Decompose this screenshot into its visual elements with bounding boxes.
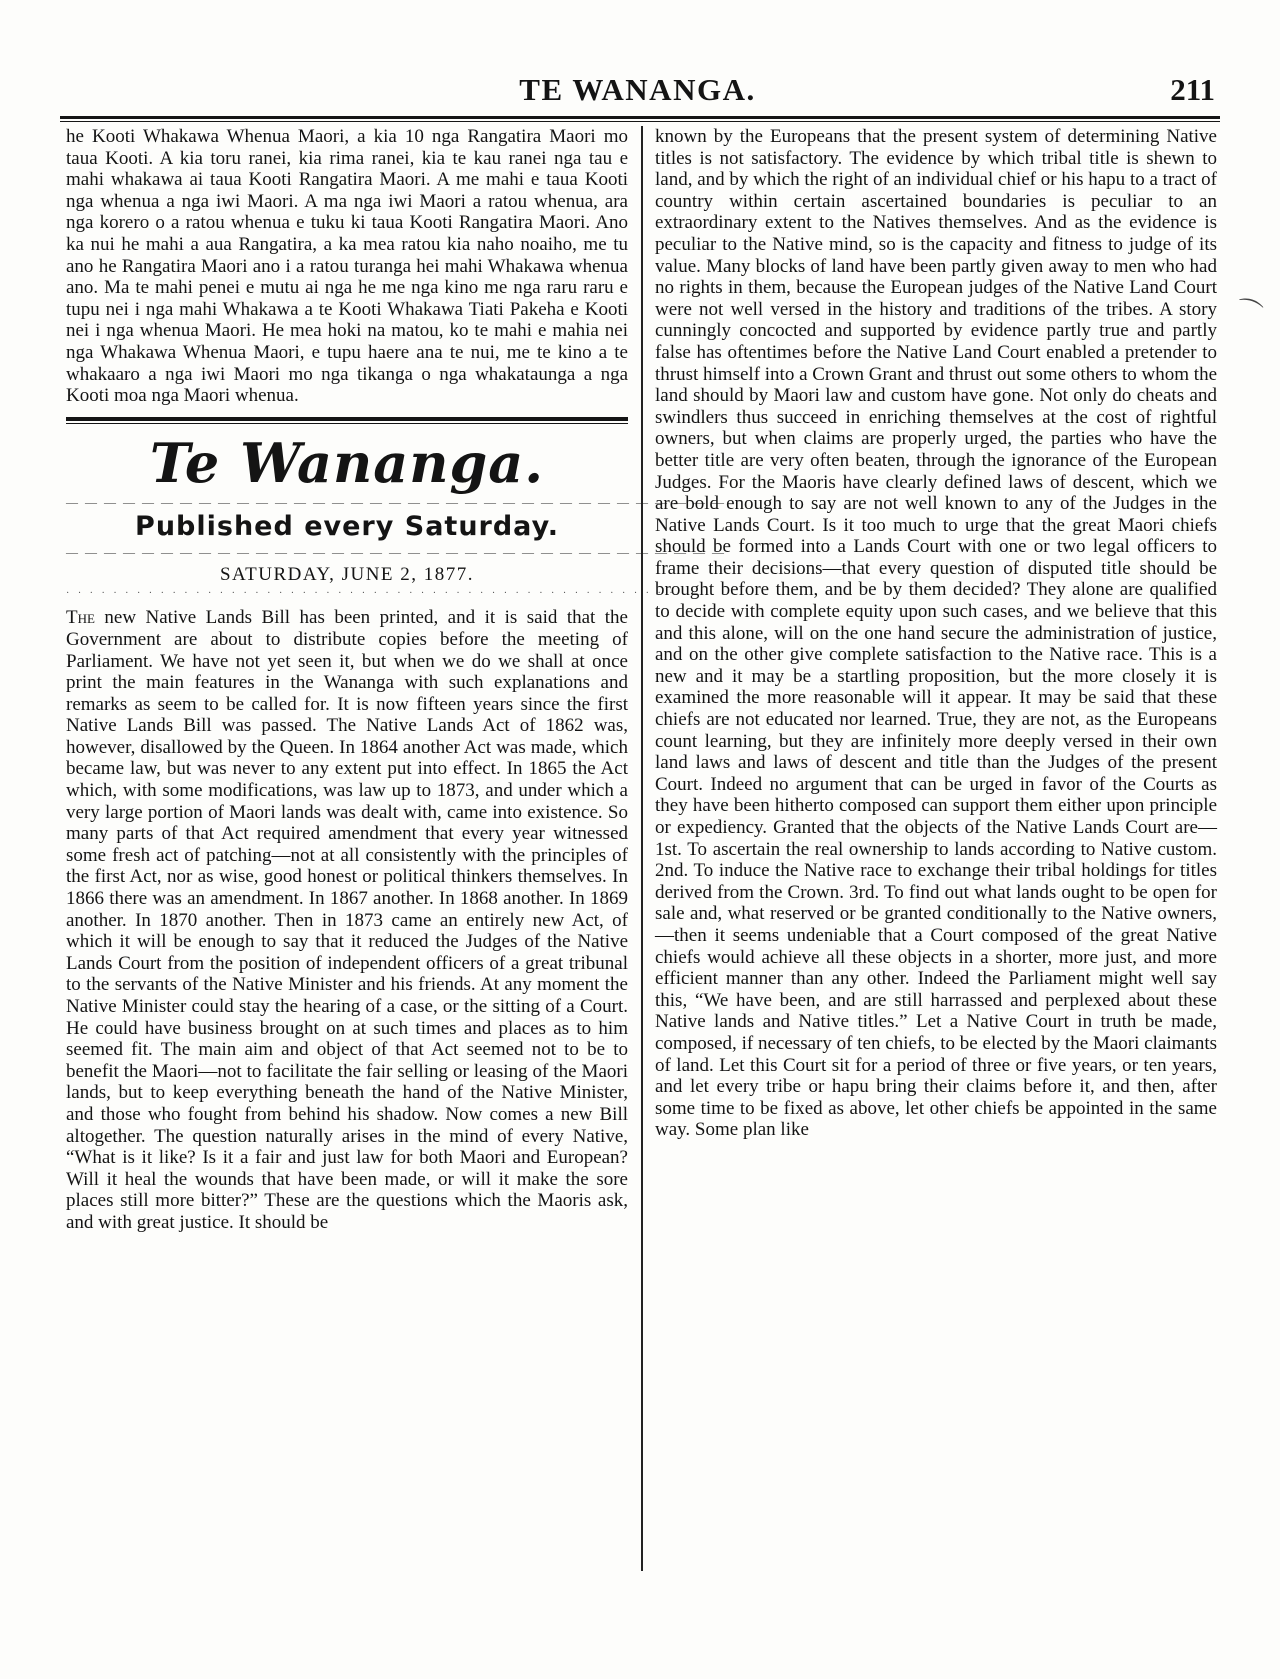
masthead: Te Wananga.	[149, 430, 545, 495]
maori-text: he Kooti Whakawa Whenua Maori, a kia 10 nga Rangatira Maori mo taua Kooti. A kia toru ranei, kia rima ranei, kia te kau ranei nga tau e mahi whakawa ai taua Kooti Rangatira Maori. A me mahi e taua Kooti nga whenua a nga iwi Maori. A ma nga iwi Maori a ratou whenua, ara nga korero o a ratou whenua e tuku ki taua Kooti Rangatira Maori. Ano ka nui he mahi a aua Rangatira, a ka mea ratou kia naho noaiho, me tu ano he Rangatira Maori ano i a ratou turanga hei mahi Whakawa whenua ano. Ma te mahi penei e mutu ai nga he me nga kino me nga raru raru e tupu nei i nga mahi Whakawa a te Kooti Whakawa Tiati Pakeha e Kooti nei i nga whenua Maori. He mea hoki na matou, ko te mahi e mahia nei nga Whakawa Whenua Maori, e tupu haere ana te nui, me te kino a te whakaaro a nga iwi Maori mo nga tikanga o nga whakataunga a nga Kooti moa nga Maori whenua.	[66, 126, 628, 407]
ornament-rule: — — — — — — — — — — — — — — — — — — — — — — — — — — — — — — — — — — —	[66, 494, 726, 509]
dateline: SATURDAY, JUNE 2, 1877.	[219, 563, 475, 585]
editorial-continued: known by the Europeans that the present system of determining Native titles is not satisfactory. The evidence by which tribal title is shewn to land, and by which the right of an individual chief or his hapu to a tract of country within certain ascertained boundaries is peculiar to an extraordinary extent to the Natives themselves. And as the evidence is peculiar to the Native mind, so is the capacity and fitness to judge of its value. Many blocks of land have been partly given away to men who had no rights in them, because the European judges of the Native Land Court were not well versed in the history and traditions of the tribes. A story cunningly concocted and supported by evidence partly true and partly false has oftentimes before the Native Land Court enabled a pretender to thrust himself into a Crown Grant and thrust out some others to whom the land should by Maori law and custom have gone. Not only do cheats and swindlers thus succeed in enriching themselves at the cost of rightful owners, but when claims are properly urged, the parties who have the better title are very often beaten, through the ignorance of the European Judges. For the Maoris have clearly defined laws of descent, which we are bold enough to say are not well known to any of the Judges in the Native Lands Court. Is it too much to urge that the great Maori chiefs should be formed into a Lands Court with one or two legal officers to frame their decisions—that every question of disputed title should be brought before them, and be by them decided? They alone are qualified to decide with complete equity upon such cases, and we believe that this and this alone, will on the one hand secure the administration of justice, and on the other give complete satisfaction to the Native race. This is a new and it may be a startling proposition, but the more closely it is examined the more reasonable will it appear. It may be said that these chiefs are not educated nor learned. True, they are not, as the Europeans count learning, but they are infinitely more deeply versed in their own land laws and laws of descent and title than the Judges of the present Court. Indeed no argument that can be urged in favor of the Courts as they have been hitherto composed can support them either upon principle or expediency. Granted that the objects of the Native Lands Court are—1st. To ascertain the real ownership to lands according to Native custom. 2nd. To induce the Native race to exchange their tribal holdings for titles derived from the Crown. 3rd. To find out what lands ought to be open for sale and, what reserved or be granted conditionally to the Native owners,—then it seems undeniable that a Court composed of the great Native chiefs would achieve all these objects in a shorter, more just, and more efficient manner than any other. Indeed the Parliament might well say this, “We have been, and are still harrassed and perplexed about these Native lands and Native titles.” Let a Native Court in truth be made, composed, if necessary of ten chiefs, to be elected by the Maori claimants of land. Let this Court sit for a period of three or five years, or ten years, and let every tribe or hapu bring their claims before it, and then, after some time to be fixed as above, let other chiefs be appointed in the same way. Some plan like	[655, 126, 1218, 1141]
page-number: 211	[1170, 72, 1215, 107]
section-rule	[66, 417, 628, 421]
right-column	[655, 126, 1217, 1566]
editorial-body: new Native Lands Bill has been printed, and it is said that the Government are about to distribute copies before the meeting of Parliament. We have not yet seen it, but when we do we shall at once print the main features in the Wananga with such explanations and remarks as seem to be called for. It is now fifteen years since the first Native Lands Bill was passed. The Native Lands Act of 1862 was, however, disallowed by the Queen. In 1864 another Act was made, which became law, but was never to any extent put into effect. In 1865 the Act which, with some modifications, was law up to 1873, and under which a very large portion of Maori lands was dealt with, came into existence. So many parts of that Act required amendment that every year witnessed some fresh act of patching—not at all consistently with the principles of the first Act, nor as wise, good honest or political thinkers themselves. In 1866 there was an amendment. In 1867 another. In 1868 another. In 1869 another. In 1870 another. Then in 1873 came an entirely new Act, of which it will be enough to say that it reduced the Judges of the Native Lands Court from the position of independent officers of a great tribunal to the servants of the Native Minister and his friends. At any moment the Native Minister could stay the hearing of a case, or the sitting of a Court. He could have business brought on at such times and places as to him seemed fit. The main aim and object of that Act seemed not to be to benefit the Maori—not to facilitate the fair selling or leasing of the Maori lands, but to keep everything beneath the hand of the Native Minister, and those who fought from behind his shadow. Now comes a new Bill altogether. The question naturally arises in the mind of every Native, “What is it like? Is it a fair and just law for both Maori and European? Will it heal the wounds that have been made, or will it make the sore places still more bitter?” These are the questions which the Maoris ask, and with great justice. It should be	[66, 607, 628, 1233]
section-rule-thin	[66, 423, 628, 424]
left-column	[66, 126, 726, 1566]
header-rule-thin	[60, 121, 1220, 122]
dotted-rule: · · · · · · · · · · · · · · · · · · · · · · · · · · · · · · · · · · · · · · · · · · · · · · · · · · · ·	[66, 588, 676, 600]
editorial-text	[66, 607, 628, 1233]
column-divider	[641, 126, 643, 1571]
margin-pencil-mark: ⌒	[1231, 294, 1266, 331]
ornament-rule: — — — — — — — — — — — — — — — — — — — — — — — — — — — — — — — — — — —	[66, 544, 726, 559]
published-banner: Published every Saturday.	[135, 510, 559, 542]
editorial-lead: The	[66, 607, 95, 629]
header-rule	[60, 116, 1220, 119]
running-header	[60, 72, 1215, 112]
newspaper-title: TE WANANGA.	[519, 72, 756, 107]
